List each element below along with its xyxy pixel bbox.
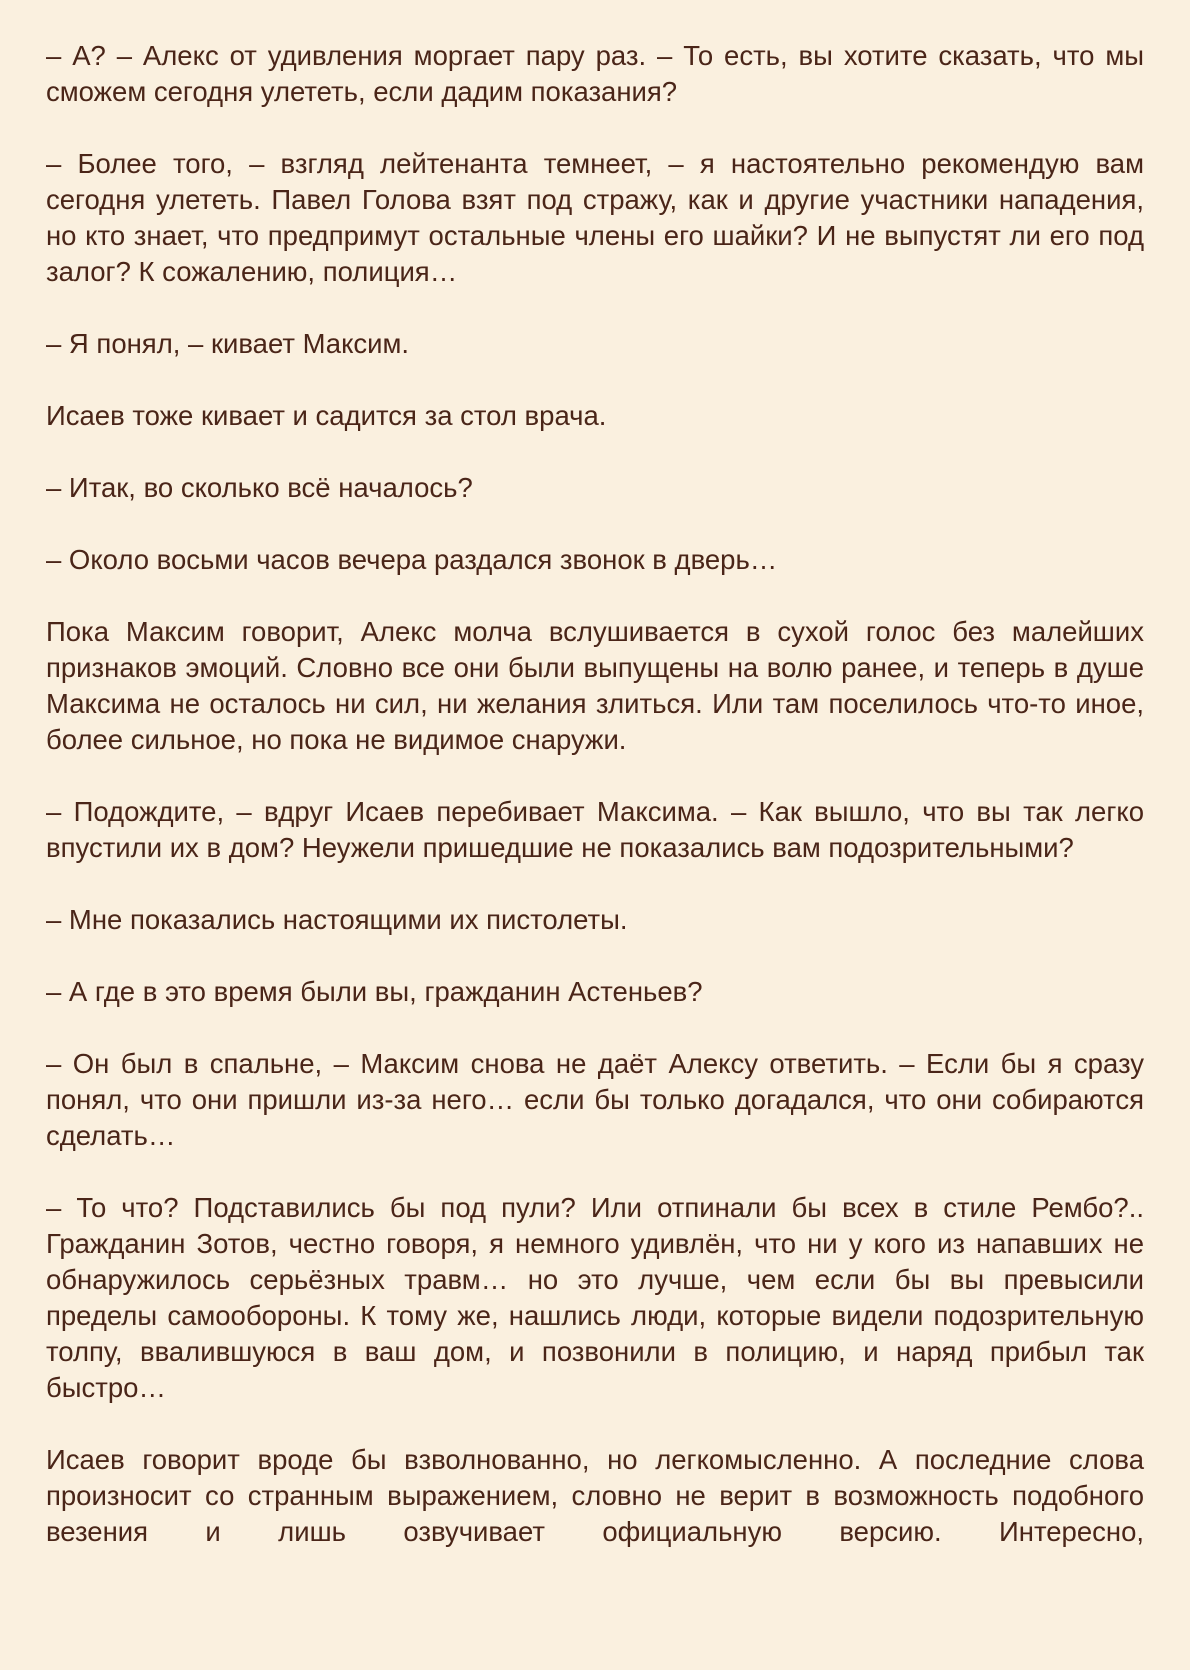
paragraph-2: – Более того, – взгляд лейтенанта темнеет, – я настоятельно рекомендую вам сегодня улететь. Павел Голова взят под стражу, как и другие участники нападения, но кто знает, что предпримут остальные члены его шайки? И не выпустят ли его под залог? К сожалению, полиция… xyxy=(46,148,1144,287)
paragraph-5: – Итак, во сколько всё началось? xyxy=(46,472,473,503)
paragraph-7: Пока Максим говорит, Алекс молча вслушивается в сухой голос без малейших признаков эмоций. Словно все они были выпущены на волю ранее, и теперь в душе Максима не осталось ни сил, ни желания злиться. Или там поселилось что-то иное, более сильное, но пока не видимое снаружи. xyxy=(46,616,1144,755)
paragraph-13: Исаев говорит вроде бы взволнованно, но легкомысленно. А последние слова произносит со странным выражением, словно не верит в возможность подобного везения и лишь озвучивает официальную версию. Интересно, xyxy=(46,1444,1144,1547)
paragraph-4: Исаев тоже кивает и садится за стол врача. xyxy=(46,400,607,431)
paragraph-11: – Он был в спальне, – Максим снова не даёт Алексу ответить. – Если бы я сразу понял, что они пришли из-за него… если бы только догадался, что они собираются сделать… xyxy=(46,1048,1144,1151)
paragraph-8: – Подождите, – вдруг Исаев перебивает Максима. – Как вышло, что вы так легко впустили их в дом? Неужели пришедшие не показались вам подозрительными? xyxy=(46,796,1144,863)
paragraph-6: – Около восьми часов вечера раздался звонок в дверь… xyxy=(46,544,778,575)
paragraph-1: – А? – Алекс от удивления моргает пару раз. – То есть, вы хотите сказать, что мы сможем сегодня улететь, если дадим показания? xyxy=(46,40,1144,107)
paragraph-9: – Мне показались настоящими их пистолеты. xyxy=(46,904,628,935)
paragraph-12: – То что? Подставились бы под пули? Или отпинали бы всех в стиле Рембо?.. Гражданин Зотов, честно говоря, я немного удивлён, что ни у кого из напавших не обнаружилось серьёзных травм… но это лучше, чем если бы вы превысили пределы самообороны. К тому же, нашлись люди, которые видели подозрительную толпу, ввалившуюся в ваш дом, и позвонили в полицию, и наряд прибыл так быстро… xyxy=(46,1192,1144,1403)
paragraph-10: – А где в это время были вы, гражданин Астеньев? xyxy=(46,976,703,1007)
paragraph-3: – Я понял, – кивает Максим. xyxy=(46,328,410,359)
